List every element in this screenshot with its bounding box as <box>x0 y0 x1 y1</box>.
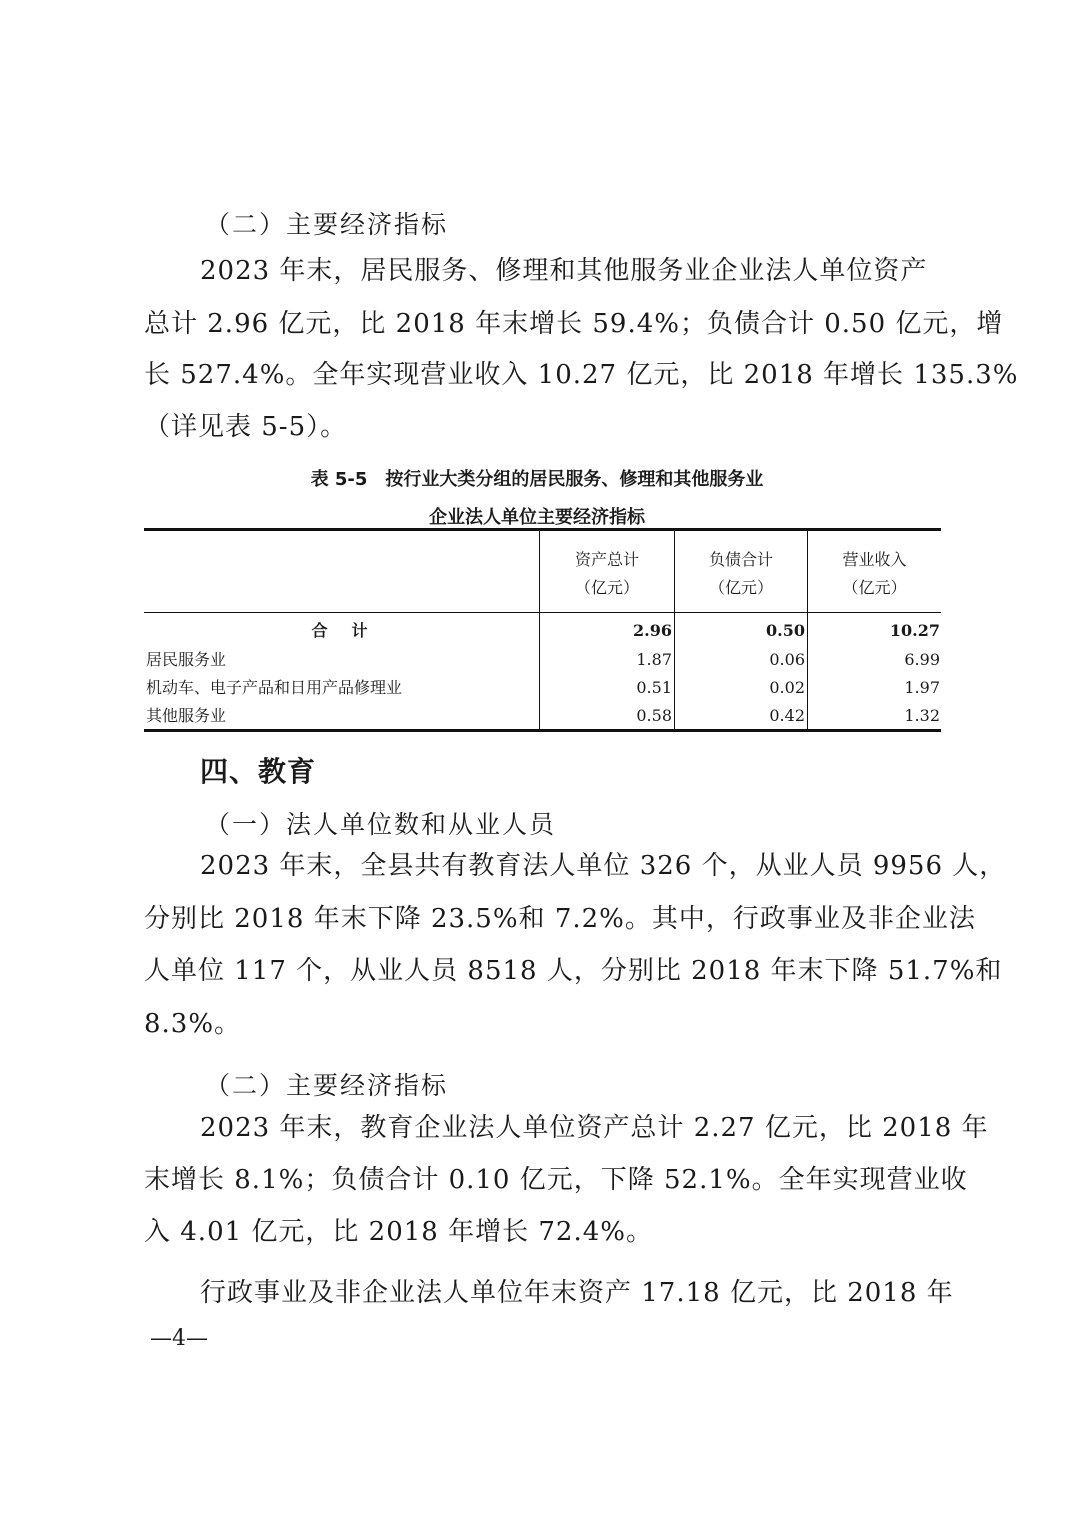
paragraph-line: （详见表 5-5）。 <box>144 412 348 442</box>
table-top-rule <box>144 528 941 531</box>
section-heading-education: 四、教育 <box>200 755 317 788</box>
paragraph-line: 长 527.4%。全年实现营业收入 10.27 亿元，比 2018 年增长 135.3% <box>144 360 1019 390</box>
cell-revenue: 6.99 <box>904 650 940 669</box>
row-label: 机动车、电子产品和日用产品修理业 <box>146 678 403 697</box>
subheading-main-indicators-education: （二）主要经济指标 <box>205 1071 449 1100</box>
paragraph-line: 行政事业及非企业法人单位年末资产 17.18 亿元，比 2018 年 <box>200 1278 954 1308</box>
cell-revenue: 1.32 <box>904 706 940 725</box>
row-label: 合 计 <box>311 621 372 640</box>
table-header-rule <box>144 612 941 613</box>
subheading-main-indicators: （二）主要经济指标 <box>205 210 449 239</box>
cell-liabilities: 0.42 <box>769 706 805 725</box>
cell-liabilities: 0.50 <box>766 621 805 640</box>
header-unit: （亿元） <box>842 578 907 597</box>
cell-assets: 2.96 <box>633 621 672 640</box>
cell-liabilities: 0.02 <box>769 678 805 697</box>
paragraph-line: 8.3%。 <box>144 1009 242 1039</box>
table-header-revenue <box>808 546 941 602</box>
page-number: —4— <box>150 1326 208 1351</box>
subheading-units-employees: （一）法人单位数和从业人员 <box>205 810 557 839</box>
table-header-liabilities <box>675 546 807 602</box>
cell-liabilities: 0.06 <box>769 650 805 669</box>
cell-assets: 0.51 <box>636 678 672 697</box>
paragraph-line: 入 4.01 亿元，比 2018 年增长 72.4%。 <box>144 1217 653 1247</box>
paragraph-line: 人单位 117 个，从业人员 8518 人，分别比 2018 年末下降 51.7%和 <box>144 956 1003 986</box>
header-name: 营业收入 <box>842 550 907 569</box>
table-caption-line1: 表 5-5 按行业大类分组的居民服务、修理和其他服务业 <box>310 469 764 490</box>
header-name: 负债合计 <box>708 550 773 569</box>
cell-assets: 0.58 <box>636 706 672 725</box>
cell-revenue: 1.97 <box>904 678 940 697</box>
paragraph-line: 末增长 8.1%；负债合计 0.10 亿元，下降 52.1%。全年实现营业收 <box>144 1165 968 1195</box>
paragraph-line: 2023 年末，教育企业法人单位资产总计 2.27 亿元，比 2018 年 <box>200 1113 989 1143</box>
paragraph-line: 2023 年末，居民服务、修理和其他服务业企业法人单位资产 <box>200 256 928 286</box>
paragraph-line: 总计 2.96 亿元，比 2018 年末增长 59.4%；负债合计 0.50 亿元，增 <box>144 309 1004 339</box>
cell-revenue: 10.27 <box>889 621 940 640</box>
table-caption-line2: 企业法人单位主要经济指标 <box>429 507 645 528</box>
cell-assets: 1.87 <box>636 650 672 669</box>
header-unit: （亿元） <box>574 578 639 597</box>
paragraph-line: 分别比 2018 年末下降 23.5%和 7.2%。其中，行政事业及非企业法 <box>144 904 976 934</box>
paragraph-line: 2023 年末，全县共有教育法人单位 326 个，从业人员 9956 人， <box>200 851 1007 881</box>
header-name: 资产总计 <box>574 550 639 569</box>
row-label: 居民服务业 <box>146 650 227 669</box>
row-label: 其他服务业 <box>146 706 227 725</box>
header-unit: （亿元） <box>708 578 773 597</box>
table-header-assets <box>540 546 674 602</box>
